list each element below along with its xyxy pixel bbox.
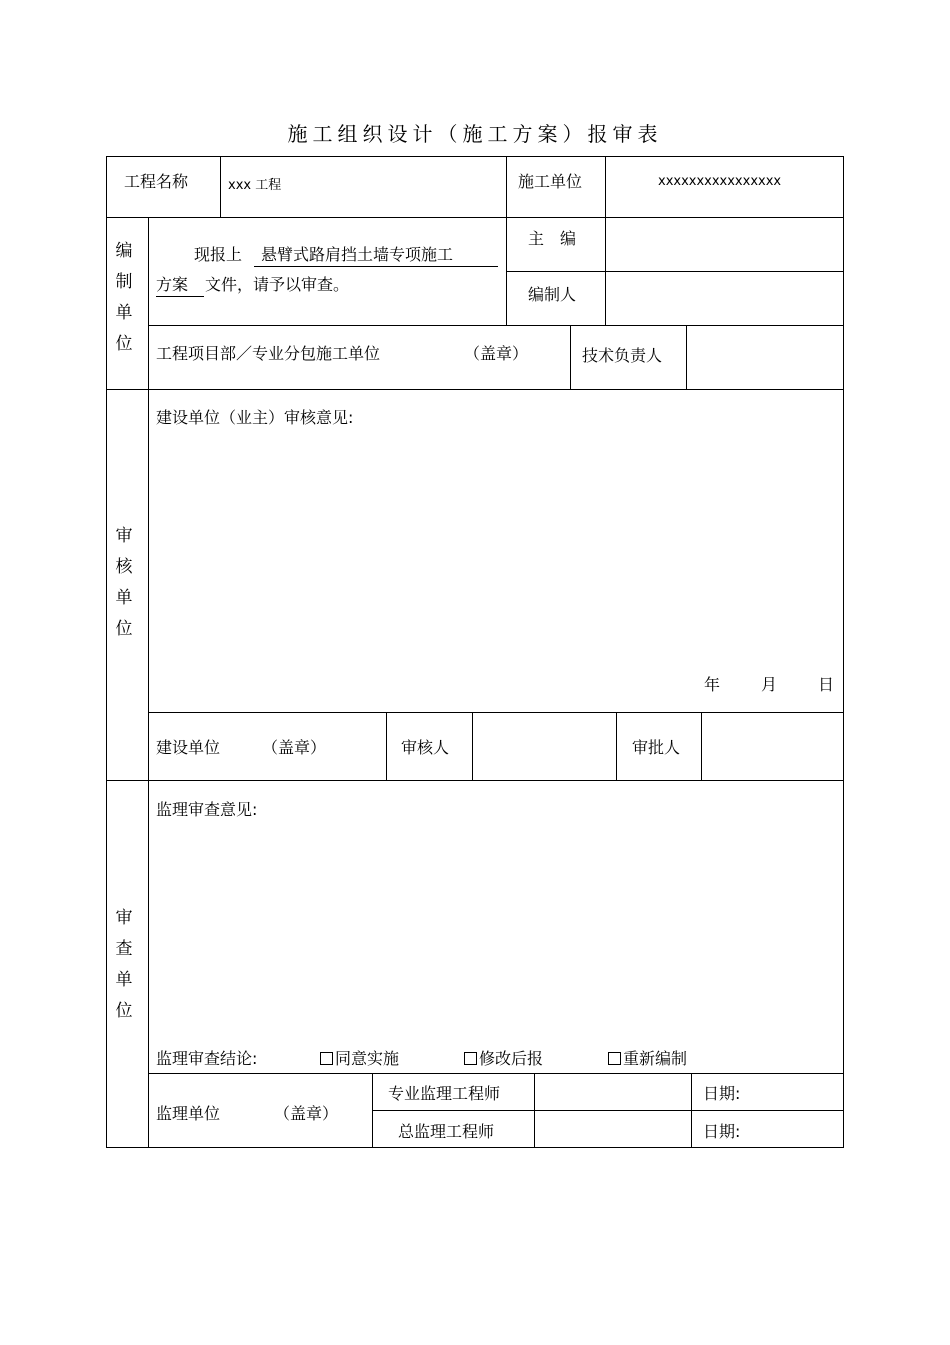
checkbox-icon[interactable] — [464, 1052, 477, 1065]
option-approve[interactable]: 同意实施 — [320, 1049, 399, 1069]
col-divider — [691, 1073, 692, 1147]
project-name-label: 工程名称 — [124, 172, 189, 191]
subject-underline — [254, 266, 498, 267]
row-divider — [148, 712, 844, 713]
compile-unit-side-label: 编制单位 — [115, 241, 133, 354]
checkbox-icon[interactable] — [320, 1052, 333, 1065]
row-divider — [506, 271, 844, 272]
owner-unit-label: 建设单位 — [156, 738, 221, 757]
col-divider — [605, 156, 606, 325]
date-day: 日 — [818, 675, 835, 694]
date-label-specialist: 日期: — [703, 1084, 741, 1103]
row-divider — [106, 217, 844, 218]
dept-label: 工程项目部／专业分包施工单位 — [156, 344, 381, 363]
table-border-left — [106, 156, 107, 1148]
date-month: 月 — [761, 675, 778, 694]
dept-seal: （盖章） — [464, 344, 529, 363]
project-name-value[interactable]: xxx 工程 — [228, 178, 282, 193]
table-border-bottom — [106, 1147, 844, 1148]
col-divider — [701, 712, 702, 780]
supervision-unit-label: 监理单位 — [156, 1104, 221, 1123]
option-recompile[interactable]: 重新编制 — [608, 1049, 687, 1069]
review-unit-side-label: 审核单位 — [115, 526, 133, 639]
col-divider — [686, 325, 687, 389]
option-revise[interactable]: 修改后报 — [464, 1049, 543, 1069]
tech-lead-label: 技术负责人 — [582, 346, 663, 365]
col-divider — [472, 712, 473, 780]
col-divider — [148, 217, 149, 1148]
row-divider — [148, 1073, 844, 1074]
checkbox-icon[interactable] — [608, 1052, 621, 1065]
col-divider — [616, 712, 617, 780]
specialist-engineer-label: 专业监理工程师 — [388, 1084, 501, 1103]
date-year: 年 — [704, 675, 721, 694]
approver-label: 审批人 — [632, 738, 681, 757]
col-divider — [506, 156, 507, 325]
report-suffix: 文件，请予以审查。 — [205, 275, 350, 294]
chief-engineer-label: 总监理工程师 — [398, 1122, 495, 1141]
table-border-top — [106, 156, 844, 157]
report-subject-line2[interactable]: 方案 — [156, 275, 189, 294]
chief-editor-label: 主 编 — [528, 229, 577, 248]
row-divider — [372, 1110, 844, 1111]
inspection-unit-side-label: 审查单位 — [115, 908, 133, 1021]
supervision-opinion-label: 监理审查意见: — [156, 800, 258, 819]
compiler-label: 编制人 — [528, 285, 577, 304]
conclusion-label: 监理审查结论: — [156, 1049, 258, 1068]
reviewer-label: 审核人 — [401, 738, 450, 757]
col-divider — [372, 1073, 373, 1147]
owner-unit-seal: （盖章） — [262, 738, 327, 757]
row-divider — [106, 780, 844, 781]
row-divider — [148, 325, 844, 326]
page-title: 施工组织设计（施工方案）报审表 — [287, 122, 663, 146]
subject-underline — [156, 296, 204, 297]
supervision-unit-seal: （盖章） — [274, 1104, 339, 1123]
col-divider — [570, 325, 571, 389]
row-divider — [106, 389, 844, 390]
contractor-label: 施工单位 — [518, 172, 583, 191]
col-divider — [534, 1073, 535, 1147]
col-divider — [386, 712, 387, 780]
owner-opinion-label: 建设单位（业主）审核意见: — [156, 408, 354, 427]
table-border-right — [843, 156, 844, 1148]
report-subject-line1[interactable]: 悬臂式路肩挡土墙专项施工 — [261, 245, 454, 264]
date-label-chief: 日期: — [703, 1122, 741, 1141]
col-divider — [220, 156, 221, 217]
contractor-value[interactable]: xxxxxxxxxxxxxxxx — [658, 174, 782, 189]
report-prefix: 现报上 — [194, 245, 243, 264]
